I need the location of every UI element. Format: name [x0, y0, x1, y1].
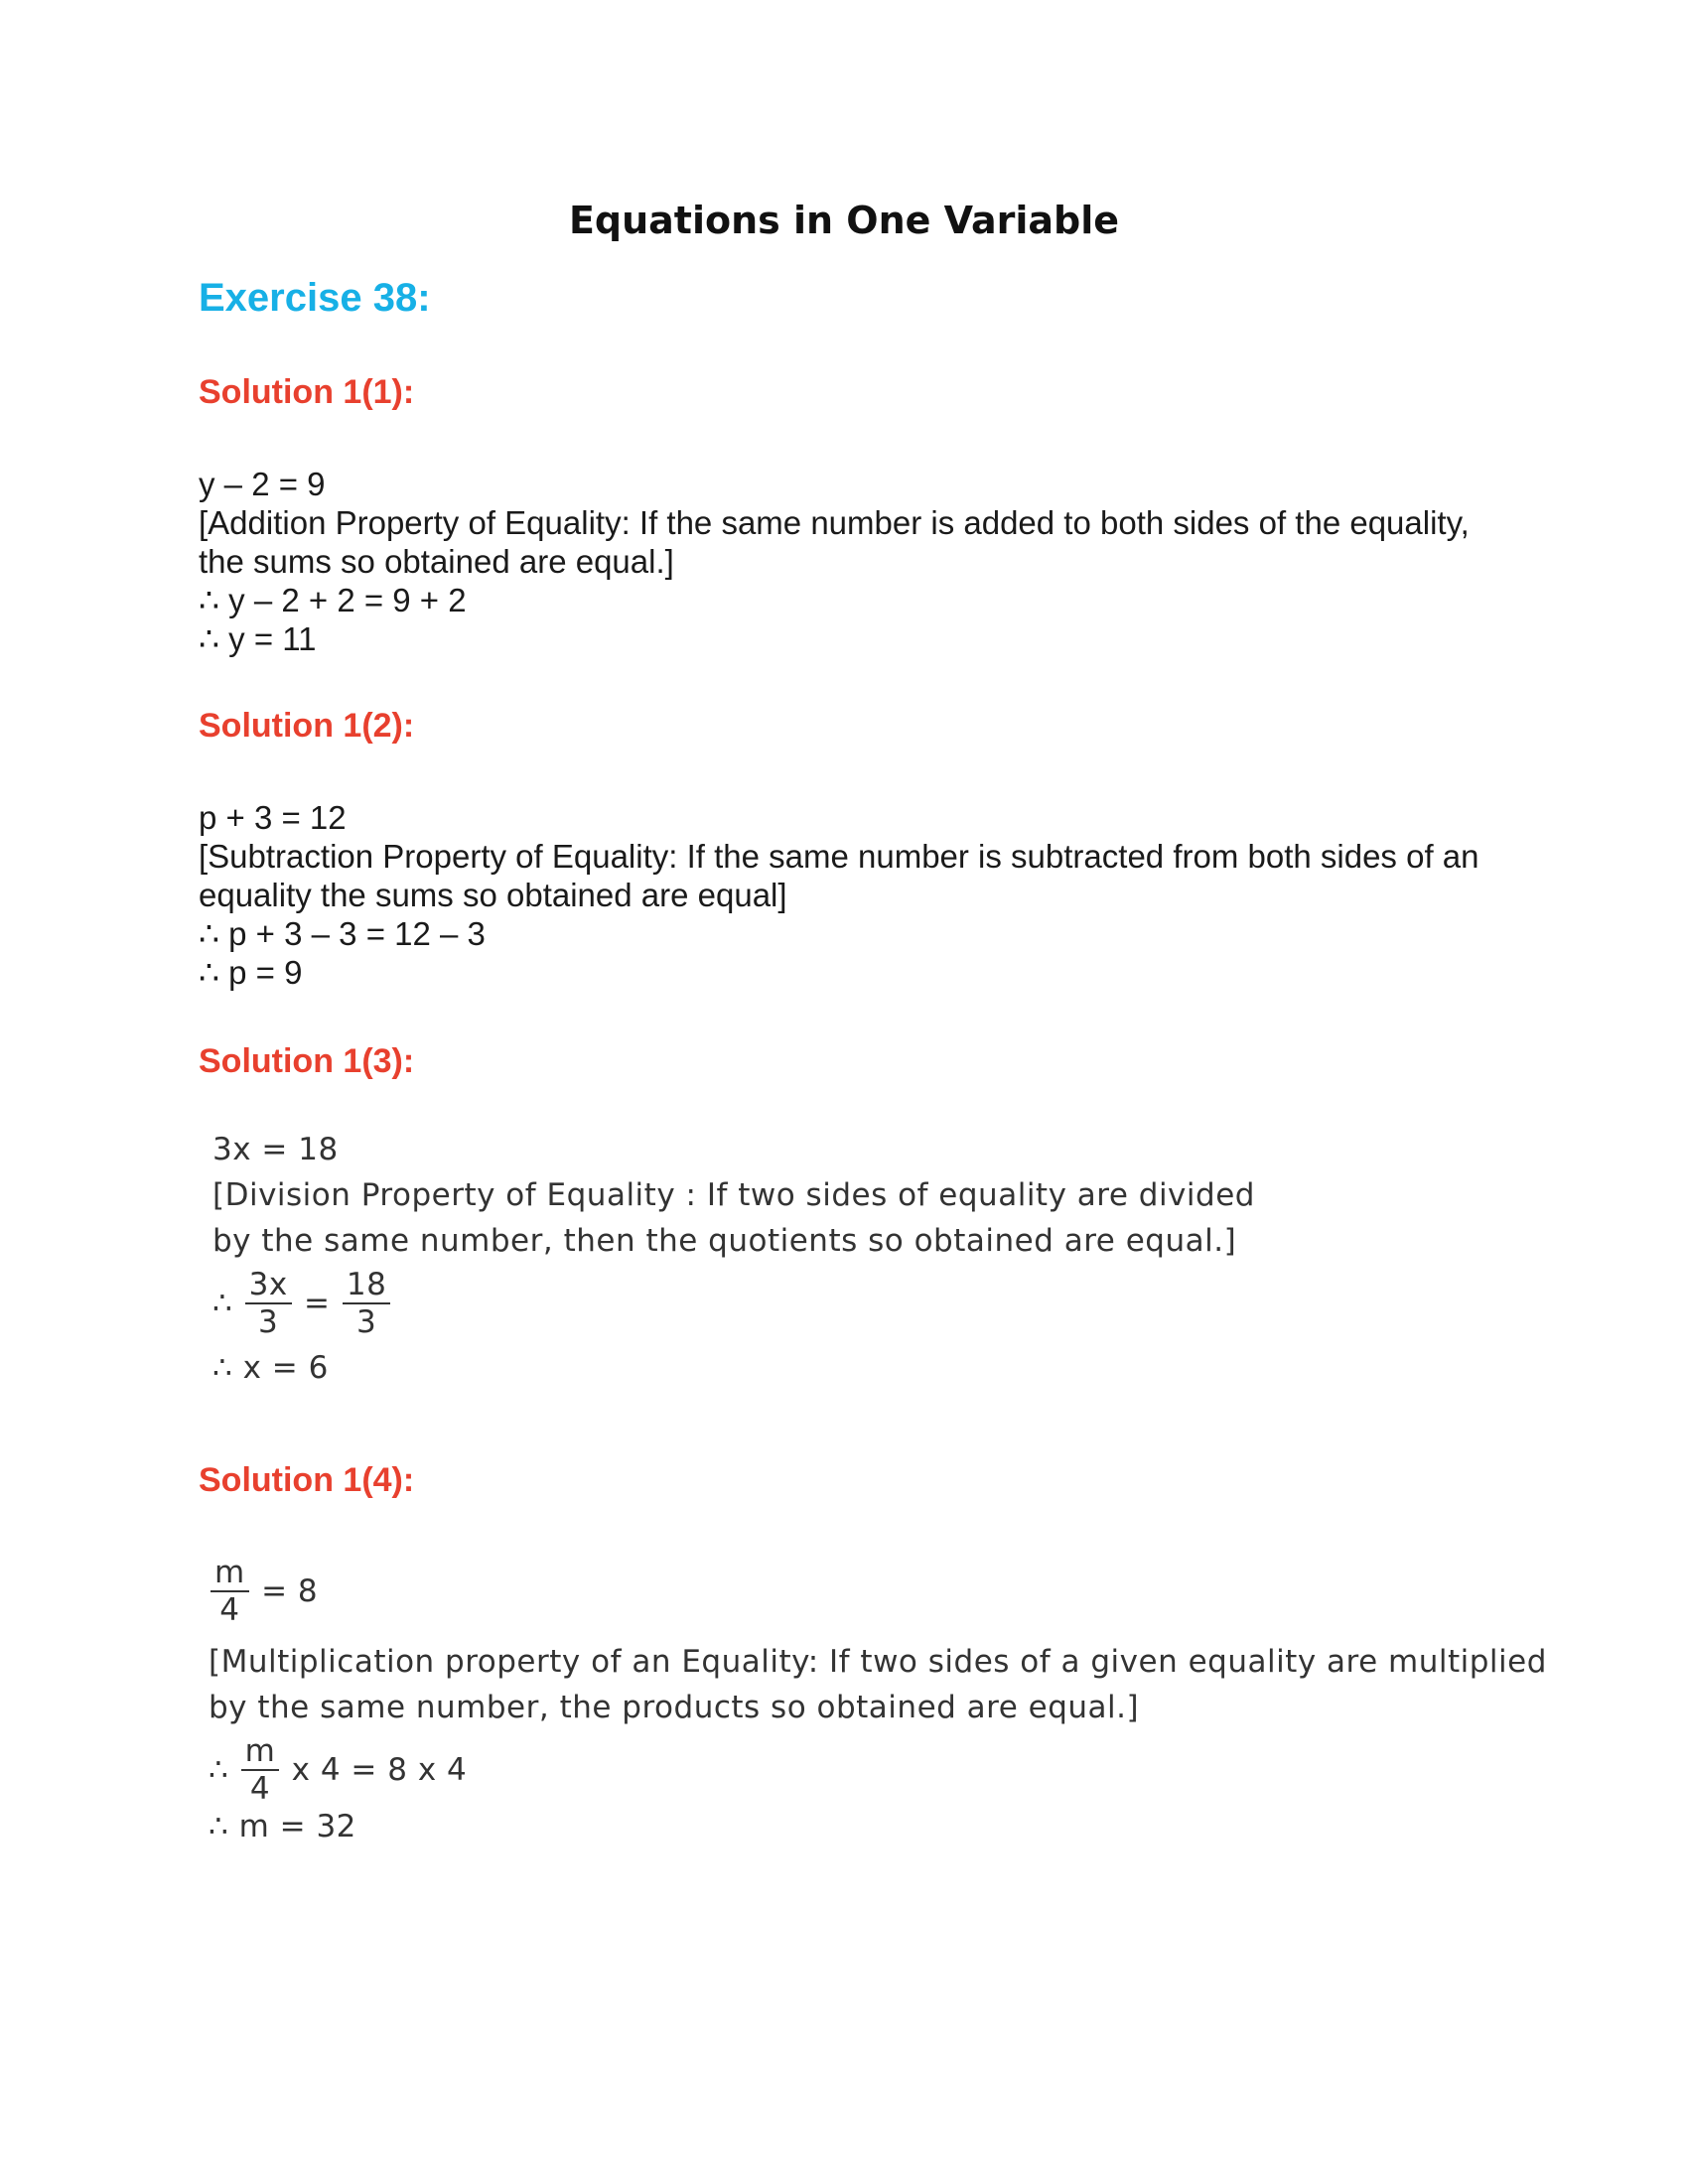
- property-statement-line2: by the same number, then the quotients so obtained are equal.]: [212, 1223, 1237, 1259]
- equation: 3x = 18: [212, 1132, 339, 1167]
- property-statement-line1: [Division Property of Equality : If two sides of equality are divided: [212, 1177, 1255, 1213]
- therefore-symbol: ∴: [212, 1286, 233, 1321]
- property-statement-line2: by the same number, the products so obtained are equal.]: [209, 1690, 1140, 1725]
- fraction-denominator: 3: [355, 1304, 377, 1340]
- fraction-denominator: 3: [258, 1304, 279, 1340]
- equation-tail: = 8: [261, 1573, 319, 1609]
- fraction-numerator: 18: [343, 1267, 390, 1304]
- solution-heading: Solution 1(3):: [199, 1042, 415, 1080]
- solution-body: [199, 465, 1509, 658]
- fraction-step: [209, 1733, 467, 1807]
- solution-heading: Solution 1(1):: [199, 373, 415, 411]
- solution-body: [199, 798, 1509, 992]
- property-statement-line1: [Multiplication property of an Equality: If two sides of a given equality are multiplied: [209, 1644, 1547, 1680]
- fraction: [343, 1267, 390, 1340]
- fraction: [211, 1555, 249, 1628]
- solution-body: [209, 1555, 1547, 1852]
- exercise-heading: Exercise 38:: [199, 276, 431, 320]
- property-statement: [Addition Property of Equality: If the same number is added to both sides of the equality, the sums so obtained are equal.]: [199, 504, 1470, 580]
- fraction-denominator: 4: [219, 1592, 240, 1628]
- fraction: [241, 1733, 280, 1807]
- fraction-step: [212, 1267, 392, 1340]
- fraction-numerator: m: [241, 1733, 280, 1771]
- result: ∴ y = 11: [199, 620, 317, 657]
- step: ∴ p + 3 – 3 = 12 – 3: [199, 915, 486, 952]
- fraction: [245, 1267, 292, 1340]
- equation: y – 2 = 9: [199, 466, 326, 502]
- therefore-symbol: ∴: [209, 1752, 229, 1788]
- fraction-numerator: 3x: [245, 1267, 292, 1304]
- fraction-denominator: 4: [249, 1771, 271, 1807]
- fraction-numerator: m: [211, 1555, 249, 1592]
- solution-body: [212, 1132, 1305, 1410]
- page-title: Equations in One Variable: [568, 199, 1120, 242]
- result: ∴ x = 6: [212, 1350, 329, 1386]
- solution-heading: Solution 1(2):: [199, 707, 415, 745]
- step-tail: x 4 = 8 x 4: [291, 1752, 468, 1788]
- solution-heading: Solution 1(4):: [199, 1461, 415, 1499]
- result: ∴ m = 32: [209, 1809, 356, 1844]
- equation: [209, 1555, 318, 1628]
- property-statement: [Subtraction Property of Equality: If the same number is subtracted from both sides of an equality the sums so obtained are equal]: [199, 838, 1479, 913]
- result: ∴ p = 9: [199, 954, 303, 991]
- equation: p + 3 = 12: [199, 799, 347, 836]
- equals-sign: =: [304, 1286, 331, 1321]
- step: ∴ y – 2 + 2 = 9 + 2: [199, 582, 467, 618]
